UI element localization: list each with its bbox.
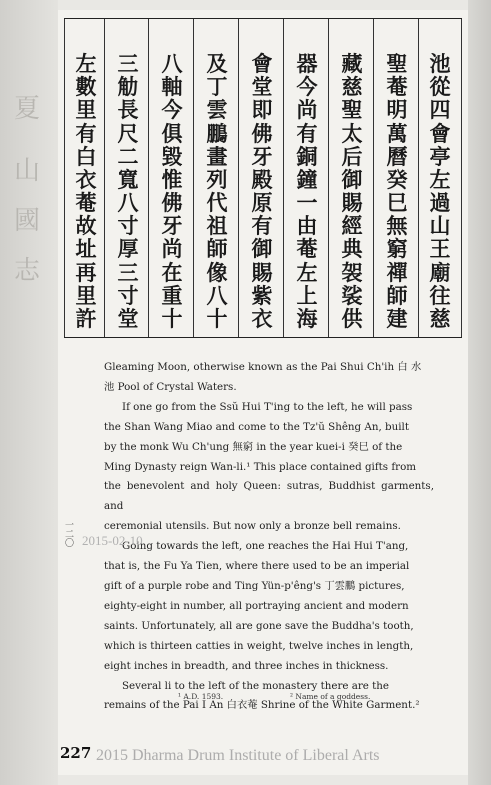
chinese-glyph: 尺	[117, 120, 139, 146]
chinese-glyph: 堂	[251, 74, 273, 100]
chinese-glyph: 左	[429, 166, 451, 192]
chinese-glyph: 八	[206, 282, 228, 308]
text-line: by the monk Wu Ch'ung 無窮 in the year kuei-i 癸巳 of the	[104, 440, 403, 453]
chinese-glyph: 佛	[251, 120, 273, 146]
text-line: ceremonial utensils. But now only a bronze bell remains.	[104, 520, 401, 533]
chinese-glyph: 太	[341, 120, 363, 146]
chinese-glyph: 會	[251, 51, 273, 76]
chinese-column-8	[112, 19, 144, 337]
column-rule	[238, 19, 239, 337]
chinese-glyph: 王	[429, 236, 451, 262]
chinese-glyph: 八	[161, 51, 183, 76]
text-line: If one go from the Ssŭ Hui T'ing to the left, he will pass	[122, 400, 413, 413]
chinese-glyph: 無	[386, 213, 408, 239]
text-line: eight inches in breadth, and three inches in thickness.	[104, 659, 389, 672]
chinese-glyph: 址	[75, 236, 97, 262]
chinese-glyph: 里	[75, 282, 97, 308]
column-rule	[418, 19, 419, 337]
chinese-glyph: 衣	[75, 166, 97, 192]
chinese-glyph: 賜	[341, 190, 363, 216]
text-line: Ming Dynasty reign Wan-li.¹ This place contained gifts from	[104, 460, 417, 473]
chinese-glyph: 在	[161, 259, 183, 285]
chinese-glyph: 菴	[75, 190, 97, 216]
chinese-glyph: 往	[429, 282, 451, 308]
chinese-column-1	[424, 19, 456, 337]
chinese-glyph: 十	[206, 305, 228, 331]
chinese-glyph: 池	[429, 51, 451, 76]
chinese-glyph: 八	[117, 190, 139, 216]
column-rule	[283, 19, 284, 337]
chinese-glyph: 癸	[386, 166, 408, 192]
chinese-glyph: 曆	[386, 143, 408, 169]
chinese-glyph: 師	[206, 236, 228, 262]
chinese-column-5	[246, 19, 278, 337]
text-line: Going towards the left, one reaches the Hai Hui T'ang,	[122, 540, 409, 553]
chinese-glyph: 器	[296, 51, 318, 76]
chinese-glyph: 許	[75, 305, 97, 331]
text-line: remains of the Pai I An 白衣菴 Shrine of the White Garment.²	[104, 699, 420, 712]
chinese-glyph: 左	[296, 259, 318, 285]
chinese-column-7	[156, 19, 188, 337]
chinese-glyph: 海	[296, 305, 318, 331]
chinese-glyph: 寬	[117, 166, 139, 192]
chinese-glyph: 供	[341, 305, 363, 331]
text-line: Gleaming Moon, otherwise known as the Pai Shui Ch'ih 白 水	[104, 361, 422, 373]
text-line: which is thirteen catties in weight, twelve inches in length,	[104, 639, 414, 652]
left-page-bleed-1: 夏	[13, 94, 40, 124]
chinese-glyph: 過	[429, 190, 451, 216]
chinese-glyph: 上	[296, 282, 318, 308]
chinese-glyph: 白	[75, 143, 97, 169]
chinese-glyph: 亭	[429, 143, 451, 169]
left-page-bleed-3: 國	[13, 206, 40, 236]
chinese-glyph: 一	[296, 190, 318, 216]
chinese-text-block	[64, 18, 462, 338]
chinese-glyph: 長	[117, 97, 139, 123]
column-rule	[373, 19, 374, 337]
chinese-glyph: 二	[117, 143, 139, 169]
footnote-2: ² Name of a goddess.	[290, 692, 371, 701]
chinese-glyph: 從	[429, 74, 451, 100]
chinese-glyph: 丁	[206, 74, 228, 100]
chinese-glyph: 有	[251, 213, 273, 239]
chinese-glyph: 有	[75, 120, 97, 146]
chinese-glyph: 畫	[206, 143, 228, 169]
chinese-glyph: 即	[251, 97, 273, 123]
footnote-1: ¹ A.D. 1593.	[178, 692, 224, 701]
page-right-edge	[468, 0, 491, 785]
chinese-glyph: 山	[429, 213, 451, 239]
chinese-glyph: 牙	[251, 143, 273, 169]
text-line: eighty-eight in number, all portraying ancient and modern	[104, 599, 409, 612]
chinese-glyph: 后	[341, 143, 363, 169]
chinese-glyph: 禪	[386, 259, 408, 285]
side-folio-mark: 一二〇	[63, 520, 73, 547]
chinese-glyph: 及	[206, 51, 228, 76]
chinese-glyph: 厚	[117, 236, 139, 262]
chinese-glyph: 菴	[386, 74, 408, 100]
chinese-glyph: 里	[75, 97, 97, 123]
chinese-glyph: 四	[429, 97, 451, 123]
english-translation	[104, 358, 434, 716]
chinese-glyph: 窮	[386, 236, 408, 262]
chinese-glyph: 數	[75, 74, 97, 100]
chinese-glyph: 御	[341, 166, 363, 192]
chinese-glyph: 由	[296, 213, 318, 239]
page-number: 227	[60, 744, 92, 762]
chinese-glyph: 寸	[117, 282, 139, 308]
chinese-glyph: 萬	[386, 120, 408, 146]
chinese-glyph: 像	[206, 259, 228, 285]
text-line: saints. Unfortunately, all are gone save the Buddha's tooth,	[104, 619, 414, 632]
chinese-glyph: 典	[341, 236, 363, 262]
chinese-glyph: 聖	[386, 51, 408, 76]
chinese-glyph: 重	[161, 282, 183, 308]
chinese-glyph: 十	[161, 305, 183, 331]
left-page-bleed-2: 山	[13, 156, 40, 186]
chinese-glyph: 有	[296, 120, 318, 146]
column-rule	[104, 19, 105, 337]
chinese-glyph: 御	[251, 236, 273, 262]
chinese-column-2	[381, 19, 413, 337]
column-rule	[193, 19, 194, 337]
chinese-glyph: 藏	[341, 51, 363, 76]
chinese-glyph: 賜	[251, 259, 273, 285]
chinese-glyph: 三	[117, 51, 139, 76]
chinese-glyph: 巳	[386, 190, 408, 216]
chinese-glyph: 左	[75, 51, 97, 76]
text-line: the Shan Wang Miao and come to the Tz'ŭ Shêng An, built	[104, 420, 409, 433]
chinese-column-4	[291, 19, 323, 337]
watermark-footer: 2015 Dharma Drum Institute of Liberal Arts	[96, 747, 380, 764]
chinese-column-3	[336, 19, 368, 337]
chinese-glyph: 紫	[251, 282, 273, 308]
chinese-glyph: 裟	[341, 282, 363, 308]
chinese-glyph: 廟	[429, 259, 451, 285]
chinese-glyph: 觔	[117, 74, 139, 100]
chinese-glyph: 寸	[117, 213, 139, 239]
chinese-glyph: 建	[386, 305, 408, 331]
chinese-glyph: 師	[386, 282, 408, 308]
chinese-glyph: 殿	[251, 166, 273, 192]
chinese-glyph: 毀	[161, 143, 183, 169]
chinese-glyph: 明	[386, 97, 408, 123]
chinese-glyph: 鵬	[206, 120, 228, 146]
text-line: that is, the Fu Ya Tien, where there used to be an imperial	[104, 560, 410, 573]
chinese-glyph: 鐘	[296, 166, 318, 192]
chinese-column-9	[70, 19, 102, 337]
column-rule	[461, 19, 462, 337]
chinese-glyph: 惟	[161, 166, 183, 192]
left-page-bleed-4: 志	[13, 256, 40, 286]
chinese-glyph: 俱	[161, 120, 183, 146]
chinese-glyph: 故	[75, 213, 97, 239]
chinese-glyph: 今	[296, 74, 318, 100]
column-rule	[64, 19, 65, 337]
chinese-glyph: 尚	[161, 236, 183, 262]
column-rule	[328, 19, 329, 337]
chinese-glyph: 會	[429, 120, 451, 146]
chinese-glyph: 軸	[161, 74, 183, 100]
chinese-glyph: 祖	[206, 213, 228, 239]
chinese-glyph: 代	[206, 190, 228, 216]
chinese-glyph: 原	[251, 190, 273, 216]
chinese-glyph: 慈	[341, 74, 363, 100]
chinese-glyph: 三	[117, 259, 139, 285]
chinese-column-6	[201, 19, 233, 337]
chinese-glyph: 袈	[341, 259, 363, 285]
chinese-glyph: 聖	[341, 97, 363, 123]
chinese-glyph: 今	[161, 97, 183, 123]
chinese-glyph: 慈	[429, 305, 451, 331]
chinese-glyph: 佛	[161, 190, 183, 216]
text-line: gift of a purple robe and Ting Yün-p'êng's 丁雲鵬 pictures,	[104, 579, 405, 592]
chinese-glyph: 雲	[206, 97, 228, 123]
column-rule	[148, 19, 149, 337]
chinese-glyph: 銅	[296, 143, 318, 169]
chinese-glyph: 衣	[251, 305, 273, 331]
chinese-glyph: 尚	[296, 97, 318, 123]
text-line: the benevolent and holy Queen: sutras, Buddhist garments, and	[104, 480, 434, 513]
chinese-glyph: 再	[75, 259, 97, 285]
chinese-glyph: 牙	[161, 213, 183, 239]
chinese-glyph: 列	[206, 166, 228, 192]
chinese-glyph: 堂	[117, 305, 139, 331]
watermark-date: 2015-02-10	[82, 533, 143, 548]
chinese-glyph: 經	[341, 213, 363, 239]
text-line: Several li to the left of the monastery there are the	[122, 679, 390, 692]
text-line: 池 Pool of Crystal Waters.	[104, 380, 237, 393]
chinese-glyph: 菴	[296, 236, 318, 262]
